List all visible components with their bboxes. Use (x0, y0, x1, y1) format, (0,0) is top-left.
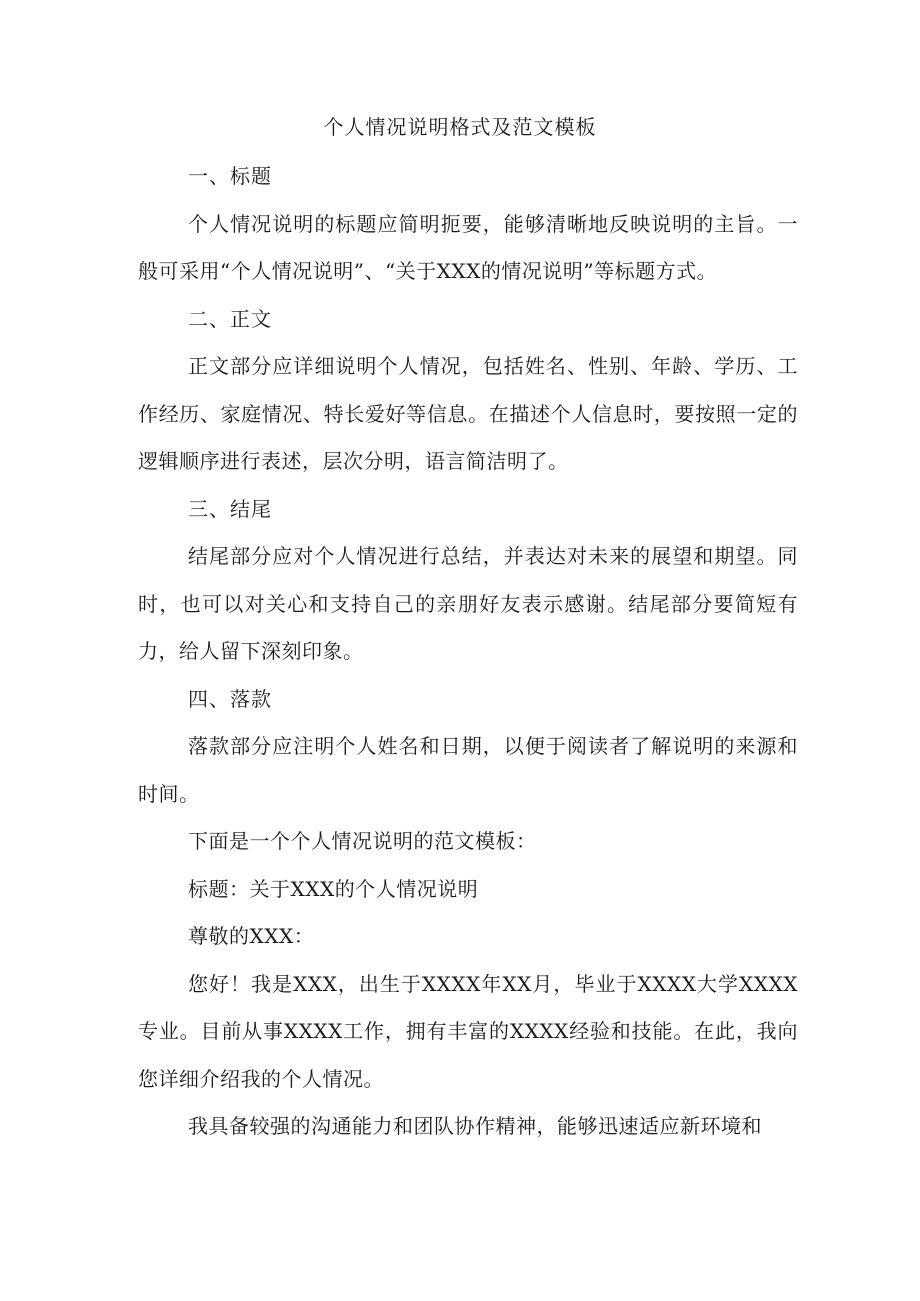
paragraph-title-guidance: 个人情况说明的标题应简明扼要，能够清晰地反映说明的主旨。一般可采用“个人情况说明”、“关于XXX的情况说明”等标题方式。 (138, 211, 798, 283)
section-heading-title: 一、标题 (188, 164, 272, 188)
paragraph-ending-guidance: 结尾部分应对个人情况进行总结，并表达对未来的展望和期望。同时，也可以对关心和支持自己的亲朋好友表示感谢。结尾部分要简短有力，给人留下深刻印象。 (138, 544, 798, 663)
document-title: 个人情况说明格式及范文模板 (323, 115, 597, 139)
paragraph-salutation: 尊敬的XXX： (188, 924, 315, 948)
paragraph-abilities: 我具备较强的沟通能力和团队协作精神，能够迅速适应新环境和 (188, 1114, 762, 1138)
paragraph-template-intro: 下面是一个个人情况说明的范文模板： (188, 829, 537, 853)
paragraph-greeting: 您好！我是XXX，出生于XXXX年XX月，毕业于XXXX大学XXXX专业。目前从事XXXX工作，拥有丰富的XXXX经验和技能。在此，我向您详细介绍我的个人情况。 (138, 971, 798, 1091)
document-body (138, 153, 798, 1151)
paragraph-body-guidance: 正文部分应详细说明个人情况，包括姓名、性别、年龄、学历、工作经历、家庭情况、特长爱好等信息。在描述个人信息时，要按照一定的逻辑顺序进行表述，层次分明，语言简洁明了。 (138, 354, 798, 473)
paragraph-signature-guidance: 落款部分应注明个人姓名和日期，以便于阅读者了解说明的来源和时间。 (138, 734, 798, 806)
section-heading-body: 二、正文 (188, 306, 272, 331)
section-heading-ending: 三、结尾 (188, 496, 272, 521)
paragraph-template-title: 标题：关于XXX的个人情况说明 (188, 876, 479, 901)
section-heading-signature: 四、落款 (188, 686, 272, 711)
